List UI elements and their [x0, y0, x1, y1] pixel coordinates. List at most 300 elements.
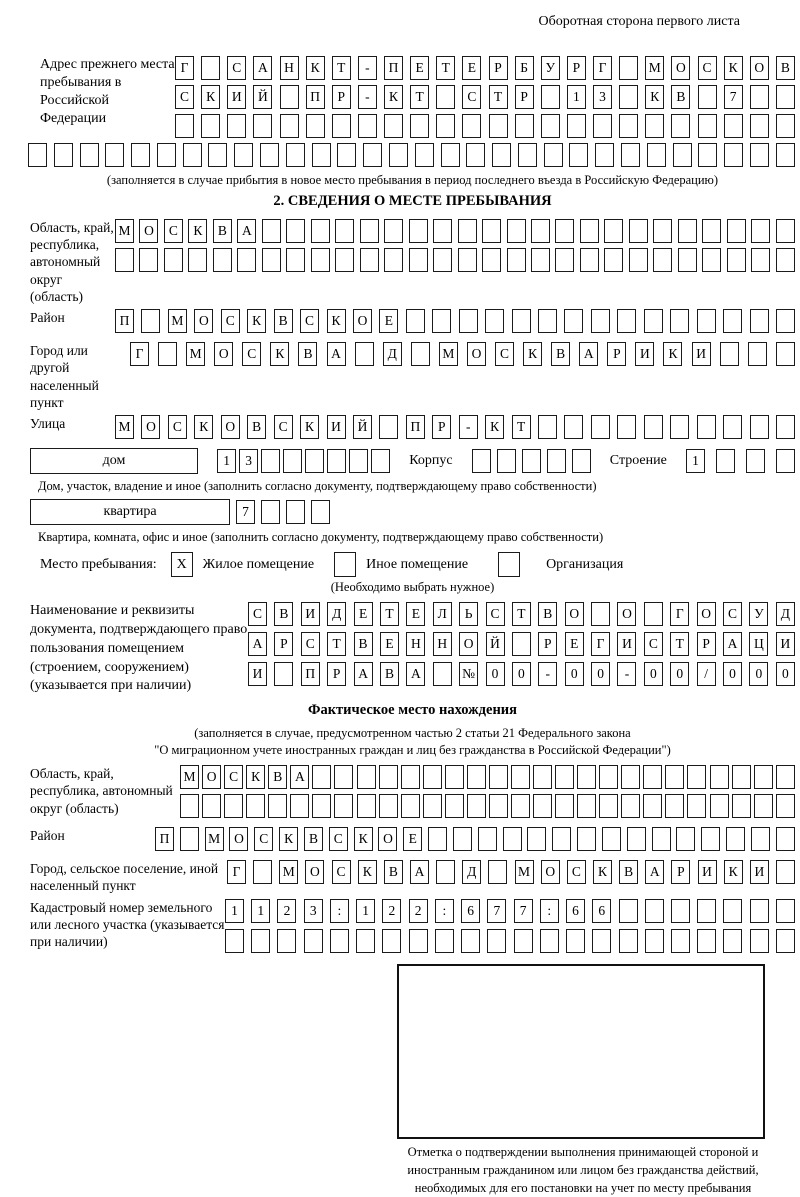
- char-box[interactable]: [645, 929, 664, 953]
- char-box[interactable]: 7: [236, 500, 255, 524]
- char-box[interactable]: [507, 219, 526, 243]
- char-box[interactable]: Г: [227, 860, 246, 884]
- char-box[interactable]: А: [253, 56, 272, 80]
- char-box[interactable]: [304, 929, 323, 953]
- char-box[interactable]: [580, 219, 599, 243]
- char-box[interactable]: [602, 827, 621, 851]
- char-box[interactable]: О: [378, 827, 397, 851]
- char-box[interactable]: [253, 114, 272, 138]
- char-box[interactable]: [710, 765, 729, 789]
- char-box[interactable]: [754, 794, 773, 818]
- char-box[interactable]: [726, 827, 745, 851]
- char-box[interactable]: Е: [462, 56, 481, 80]
- char-box[interactable]: [687, 794, 706, 818]
- char-box[interactable]: [518, 143, 537, 167]
- char-box[interactable]: [697, 929, 716, 953]
- char-box[interactable]: [671, 114, 690, 138]
- char-box[interactable]: С: [567, 860, 586, 884]
- char-box[interactable]: Р: [697, 632, 716, 656]
- kvartira-type-box[interactable]: квартира: [30, 499, 230, 525]
- char-box[interactable]: :: [540, 899, 559, 923]
- char-box[interactable]: Е: [406, 602, 425, 626]
- char-box[interactable]: [754, 765, 773, 789]
- char-box[interactable]: И: [301, 602, 320, 626]
- char-box[interactable]: [80, 143, 99, 167]
- char-box[interactable]: [619, 85, 638, 109]
- char-box[interactable]: [335, 219, 354, 243]
- char-box[interactable]: [485, 309, 504, 333]
- char-box[interactable]: О: [141, 415, 160, 439]
- char-box[interactable]: [349, 449, 368, 473]
- char-box[interactable]: 0: [749, 662, 768, 686]
- char-box[interactable]: О: [671, 56, 690, 80]
- char-box[interactable]: [423, 765, 442, 789]
- char-box[interactable]: В: [298, 342, 317, 366]
- char-box[interactable]: Р: [489, 56, 508, 80]
- char-box[interactable]: К: [485, 415, 504, 439]
- char-box[interactable]: -: [358, 56, 377, 80]
- char-box[interactable]: И: [692, 342, 711, 366]
- char-box[interactable]: [591, 602, 610, 626]
- char-box[interactable]: [604, 248, 623, 272]
- char-box[interactable]: [727, 219, 746, 243]
- char-box[interactable]: К: [384, 85, 403, 109]
- char-box[interactable]: С: [248, 602, 267, 626]
- char-box[interactable]: [492, 143, 511, 167]
- char-box[interactable]: 1: [225, 899, 244, 923]
- char-box[interactable]: 0: [776, 662, 795, 686]
- char-box[interactable]: К: [300, 415, 319, 439]
- char-box[interactable]: [445, 794, 464, 818]
- char-box[interactable]: А: [645, 860, 664, 884]
- char-box[interactable]: Р: [671, 860, 690, 884]
- char-box[interactable]: М: [279, 860, 298, 884]
- char-box[interactable]: [332, 114, 351, 138]
- char-box[interactable]: [363, 143, 382, 167]
- char-box[interactable]: [687, 765, 706, 789]
- char-box[interactable]: [445, 765, 464, 789]
- char-box[interactable]: Д: [327, 602, 346, 626]
- char-box[interactable]: [776, 794, 795, 818]
- char-box[interactable]: [274, 662, 293, 686]
- char-box[interactable]: [776, 342, 795, 366]
- char-box[interactable]: [280, 114, 299, 138]
- char-box[interactable]: Р: [327, 662, 346, 686]
- checkbox-inoe[interactable]: [334, 552, 356, 577]
- char-box[interactable]: М: [168, 309, 187, 333]
- char-box[interactable]: [555, 219, 574, 243]
- char-box[interactable]: 6: [592, 899, 611, 923]
- char-box[interactable]: [531, 248, 550, 272]
- char-box[interactable]: К: [306, 56, 325, 80]
- char-box[interactable]: 0: [644, 662, 663, 686]
- char-box[interactable]: Т: [327, 632, 346, 656]
- char-box[interactable]: А: [579, 342, 598, 366]
- char-box[interactable]: [507, 248, 526, 272]
- char-box[interactable]: К: [523, 342, 542, 366]
- char-box[interactable]: [357, 794, 376, 818]
- char-box[interactable]: Й: [486, 632, 505, 656]
- char-box[interactable]: [356, 929, 375, 953]
- char-box[interactable]: [131, 143, 150, 167]
- char-box[interactable]: [311, 500, 330, 524]
- char-box[interactable]: [619, 929, 638, 953]
- char-box[interactable]: [652, 827, 671, 851]
- char-box[interactable]: Н: [433, 632, 452, 656]
- char-box[interactable]: [335, 248, 354, 272]
- char-box[interactable]: Е: [410, 56, 429, 80]
- char-box[interactable]: [621, 794, 640, 818]
- char-box[interactable]: [462, 114, 481, 138]
- char-box[interactable]: [673, 143, 692, 167]
- char-box[interactable]: С: [175, 85, 194, 109]
- char-box[interactable]: Г: [175, 56, 194, 80]
- char-box[interactable]: [201, 114, 220, 138]
- char-box[interactable]: [334, 794, 353, 818]
- char-box[interactable]: В: [274, 602, 293, 626]
- char-box[interactable]: 3: [239, 449, 258, 473]
- char-box[interactable]: [334, 765, 353, 789]
- char-box[interactable]: [629, 219, 648, 243]
- char-box[interactable]: [208, 143, 227, 167]
- char-box[interactable]: М: [645, 56, 664, 80]
- char-box[interactable]: [619, 114, 638, 138]
- char-box[interactable]: О: [229, 827, 248, 851]
- char-box[interactable]: [538, 415, 557, 439]
- char-box[interactable]: [467, 765, 486, 789]
- char-box[interactable]: О: [459, 632, 478, 656]
- char-box[interactable]: [727, 248, 746, 272]
- char-box[interactable]: [670, 415, 689, 439]
- char-box[interactable]: [286, 500, 305, 524]
- char-box[interactable]: [224, 794, 243, 818]
- char-box[interactable]: 7: [487, 899, 506, 923]
- char-box[interactable]: О: [750, 56, 769, 80]
- char-box[interactable]: [776, 860, 795, 884]
- char-box[interactable]: К: [247, 309, 266, 333]
- char-box[interactable]: [357, 765, 376, 789]
- char-box[interactable]: [776, 85, 795, 109]
- char-box[interactable]: [312, 794, 331, 818]
- char-box[interactable]: Е: [379, 309, 398, 333]
- char-box[interactable]: [487, 929, 506, 953]
- char-box[interactable]: 0: [723, 662, 742, 686]
- char-box[interactable]: 6: [566, 899, 585, 923]
- char-box[interactable]: 6: [461, 899, 480, 923]
- char-box[interactable]: О: [221, 415, 240, 439]
- char-box[interactable]: В: [384, 860, 403, 884]
- char-box[interactable]: [617, 415, 636, 439]
- char-box[interactable]: №: [459, 662, 478, 686]
- char-box[interactable]: [379, 765, 398, 789]
- char-box[interactable]: [720, 342, 739, 366]
- char-box[interactable]: М: [515, 860, 534, 884]
- char-box[interactable]: Т: [410, 85, 429, 109]
- char-box[interactable]: М: [439, 342, 458, 366]
- char-box[interactable]: 2: [277, 899, 296, 923]
- char-box[interactable]: [482, 219, 501, 243]
- char-box[interactable]: [311, 219, 330, 243]
- char-box[interactable]: О: [202, 765, 221, 789]
- char-box[interactable]: [355, 342, 374, 366]
- char-box[interactable]: [644, 415, 663, 439]
- char-box[interactable]: [776, 248, 795, 272]
- char-box[interactable]: С: [227, 56, 246, 80]
- char-box[interactable]: [253, 860, 272, 884]
- char-box[interactable]: К: [645, 85, 664, 109]
- char-box[interactable]: [644, 309, 663, 333]
- char-box[interactable]: [697, 415, 716, 439]
- char-box[interactable]: [115, 248, 134, 272]
- char-box[interactable]: [599, 765, 618, 789]
- char-box[interactable]: [441, 143, 460, 167]
- char-box[interactable]: [776, 827, 795, 851]
- char-box[interactable]: Й: [253, 85, 272, 109]
- char-box[interactable]: [415, 143, 434, 167]
- char-box[interactable]: К: [358, 860, 377, 884]
- char-box[interactable]: А: [248, 632, 267, 656]
- char-box[interactable]: Г: [593, 56, 612, 80]
- char-box[interactable]: О: [353, 309, 372, 333]
- char-box[interactable]: [522, 449, 541, 473]
- char-box[interactable]: [604, 219, 623, 243]
- char-box[interactable]: А: [723, 632, 742, 656]
- char-box[interactable]: Р: [515, 85, 534, 109]
- char-box[interactable]: А: [237, 219, 256, 243]
- char-box[interactable]: [158, 342, 177, 366]
- char-box[interactable]: :: [435, 899, 454, 923]
- char-box[interactable]: 7: [514, 899, 533, 923]
- char-box[interactable]: [384, 114, 403, 138]
- char-box[interactable]: [164, 248, 183, 272]
- char-box[interactable]: [433, 219, 452, 243]
- char-box[interactable]: [580, 248, 599, 272]
- char-box[interactable]: [453, 827, 472, 851]
- char-box[interactable]: [746, 449, 765, 473]
- char-box[interactable]: 2: [409, 899, 428, 923]
- char-box[interactable]: П: [384, 56, 403, 80]
- char-box[interactable]: [290, 794, 309, 818]
- char-box[interactable]: [371, 449, 390, 473]
- char-box[interactable]: К: [327, 309, 346, 333]
- char-box[interactable]: [188, 248, 207, 272]
- char-box[interactable]: Е: [354, 602, 373, 626]
- char-box[interactable]: [776, 929, 795, 953]
- char-box[interactable]: Г: [130, 342, 149, 366]
- char-box[interactable]: Т: [670, 632, 689, 656]
- char-box[interactable]: [261, 449, 280, 473]
- char-box[interactable]: [379, 415, 398, 439]
- char-box[interactable]: А: [327, 342, 346, 366]
- char-box[interactable]: [157, 143, 176, 167]
- char-box[interactable]: [619, 56, 638, 80]
- char-box[interactable]: [644, 602, 663, 626]
- char-box[interactable]: [645, 114, 664, 138]
- char-box[interactable]: К: [724, 56, 743, 80]
- char-box[interactable]: [701, 827, 720, 851]
- char-box[interactable]: [360, 248, 379, 272]
- char-box[interactable]: [567, 114, 586, 138]
- char-box[interactable]: [401, 794, 420, 818]
- char-box[interactable]: 1: [686, 449, 705, 473]
- char-box[interactable]: [555, 794, 574, 818]
- char-box[interactable]: [566, 929, 585, 953]
- char-box[interactable]: [227, 114, 246, 138]
- char-box[interactable]: А: [410, 860, 429, 884]
- char-box[interactable]: Р: [332, 85, 351, 109]
- char-box[interactable]: К: [279, 827, 298, 851]
- char-box[interactable]: [621, 143, 640, 167]
- char-box[interactable]: О: [467, 342, 486, 366]
- char-box[interactable]: [286, 143, 305, 167]
- char-box[interactable]: [541, 85, 560, 109]
- char-box[interactable]: [776, 449, 795, 473]
- char-box[interactable]: [564, 309, 583, 333]
- char-box[interactable]: [306, 114, 325, 138]
- char-box[interactable]: [180, 827, 199, 851]
- char-box[interactable]: Е: [565, 632, 584, 656]
- char-box[interactable]: [723, 309, 742, 333]
- char-box[interactable]: [572, 449, 591, 473]
- char-box[interactable]: [702, 219, 721, 243]
- char-box[interactable]: [541, 114, 560, 138]
- char-box[interactable]: 3: [593, 85, 612, 109]
- char-box[interactable]: [577, 794, 596, 818]
- char-box[interactable]: С: [274, 415, 293, 439]
- char-box[interactable]: [433, 248, 452, 272]
- char-box[interactable]: [533, 765, 552, 789]
- char-box[interactable]: С: [221, 309, 240, 333]
- char-box[interactable]: [435, 929, 454, 953]
- char-box[interactable]: [234, 143, 253, 167]
- char-box[interactable]: Д: [383, 342, 402, 366]
- char-box[interactable]: С: [254, 827, 273, 851]
- char-box[interactable]: О: [194, 309, 213, 333]
- char-box[interactable]: [262, 248, 281, 272]
- char-box[interactable]: [327, 449, 346, 473]
- char-box[interactable]: С: [329, 827, 348, 851]
- char-box[interactable]: С: [301, 632, 320, 656]
- char-box[interactable]: [750, 309, 769, 333]
- char-box[interactable]: [547, 449, 566, 473]
- char-box[interactable]: К: [354, 827, 373, 851]
- char-box[interactable]: [627, 827, 646, 851]
- char-box[interactable]: М: [186, 342, 205, 366]
- char-box[interactable]: [697, 309, 716, 333]
- char-box[interactable]: [409, 219, 428, 243]
- char-box[interactable]: [552, 827, 571, 851]
- char-box[interactable]: [750, 143, 769, 167]
- char-box[interactable]: [384, 219, 403, 243]
- char-box[interactable]: [512, 309, 531, 333]
- char-box[interactable]: С: [224, 765, 243, 789]
- char-box[interactable]: [237, 248, 256, 272]
- char-box[interactable]: [436, 860, 455, 884]
- char-box[interactable]: П: [115, 309, 134, 333]
- char-box[interactable]: :: [330, 899, 349, 923]
- char-box[interactable]: [544, 143, 563, 167]
- char-box[interactable]: С: [168, 415, 187, 439]
- char-box[interactable]: [277, 929, 296, 953]
- char-box[interactable]: [617, 309, 636, 333]
- char-box[interactable]: [599, 794, 618, 818]
- char-box[interactable]: 7: [724, 85, 743, 109]
- char-box[interactable]: Т: [512, 415, 531, 439]
- char-box[interactable]: Б: [515, 56, 534, 80]
- char-box[interactable]: [213, 248, 232, 272]
- char-box[interactable]: [653, 219, 672, 243]
- char-box[interactable]: [724, 143, 743, 167]
- char-box[interactable]: [379, 794, 398, 818]
- char-box[interactable]: [183, 143, 202, 167]
- char-box[interactable]: И: [635, 342, 654, 366]
- char-box[interactable]: [139, 248, 158, 272]
- char-box[interactable]: [225, 929, 244, 953]
- char-box[interactable]: [591, 309, 610, 333]
- char-box[interactable]: [514, 929, 533, 953]
- char-box[interactable]: 1: [567, 85, 586, 109]
- char-box[interactable]: И: [750, 860, 769, 884]
- char-box[interactable]: [411, 342, 430, 366]
- char-box[interactable]: 1: [356, 899, 375, 923]
- char-box[interactable]: 1: [251, 899, 270, 923]
- char-box[interactable]: В: [354, 632, 373, 656]
- char-box[interactable]: [723, 929, 742, 953]
- char-box[interactable]: [527, 827, 546, 851]
- char-box[interactable]: [512, 632, 531, 656]
- char-box[interactable]: Л: [433, 602, 452, 626]
- char-box[interactable]: [555, 765, 574, 789]
- char-box[interactable]: [643, 794, 662, 818]
- char-box[interactable]: П: [406, 415, 425, 439]
- char-box[interactable]: [676, 827, 695, 851]
- char-box[interactable]: [511, 794, 530, 818]
- char-box[interactable]: [488, 860, 507, 884]
- char-box[interactable]: К: [246, 765, 265, 789]
- char-box[interactable]: И: [327, 415, 346, 439]
- char-box[interactable]: [577, 765, 596, 789]
- char-box[interactable]: О: [214, 342, 233, 366]
- char-box[interactable]: [643, 765, 662, 789]
- char-box[interactable]: С: [300, 309, 319, 333]
- char-box[interactable]: [175, 114, 194, 138]
- char-box[interactable]: [531, 219, 550, 243]
- char-box[interactable]: [503, 827, 522, 851]
- char-box[interactable]: [482, 248, 501, 272]
- char-box[interactable]: [432, 309, 451, 333]
- char-box[interactable]: С: [644, 632, 663, 656]
- char-box[interactable]: М: [205, 827, 224, 851]
- char-box[interactable]: [577, 827, 596, 851]
- char-box[interactable]: М: [115, 219, 134, 243]
- checkbox-organizatsiya[interactable]: [498, 552, 520, 577]
- char-box[interactable]: [702, 248, 721, 272]
- char-box[interactable]: [540, 929, 559, 953]
- char-box[interactable]: С: [723, 602, 742, 626]
- char-box[interactable]: Д: [776, 602, 795, 626]
- char-box[interactable]: [569, 143, 588, 167]
- char-box[interactable]: П: [301, 662, 320, 686]
- char-box[interactable]: [653, 248, 672, 272]
- char-box[interactable]: [458, 248, 477, 272]
- char-box[interactable]: [665, 794, 684, 818]
- char-box[interactable]: [201, 56, 220, 80]
- char-box[interactable]: [592, 929, 611, 953]
- char-box[interactable]: К: [724, 860, 743, 884]
- char-box[interactable]: [105, 143, 124, 167]
- char-box[interactable]: [671, 899, 690, 923]
- char-box[interactable]: [750, 114, 769, 138]
